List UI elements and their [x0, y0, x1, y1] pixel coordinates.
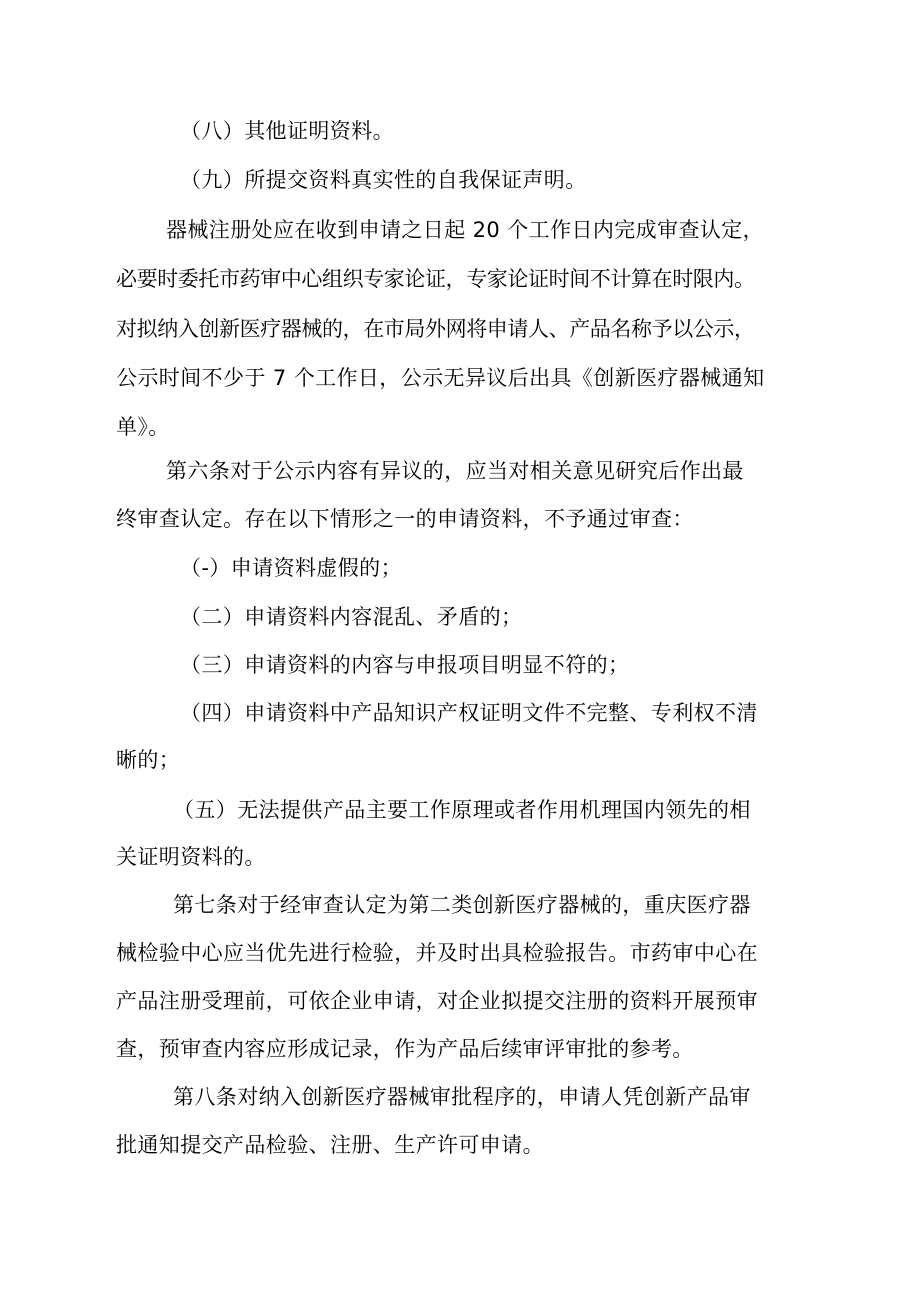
paragraph-line: 终审查认定。存在以下情形之一的申请资料，不予通过审查： [116, 507, 694, 531]
list-item-1: （-）申请资料虚假的； [180, 556, 402, 580]
list-item-2: （二）申请资料内容混乱、矛盾的； [180, 605, 523, 629]
list-item-8: （八）其他证明资料。 [180, 119, 394, 143]
paragraph-line: 批通知提交产品检验、注册、生产许可申请。 [116, 1133, 544, 1157]
list-item-4: （四）申请资料中产品知识产权证明文件不完整、专利权不清 [180, 701, 758, 725]
paragraph-line: 器械注册处应在收到申请之日起 20 个工作日内完成审查认定， [166, 218, 765, 242]
article-8-line: 第八条对纳入创新医疗器械审批程序的，申请人凭创新产品审 [173, 1085, 751, 1109]
paragraph-line: 晰的； [116, 748, 181, 772]
paragraph-line: 对拟纳入创新医疗器械的，在市局外网将申请人、产品名称予以公示， [116, 317, 755, 341]
list-item-9: （九）所提交资料真实性的自我保证声明。 [180, 168, 587, 192]
article-7-line: 第七条对于经审查认定为第二类创新医疗器械的，重庆医疗器 [173, 893, 751, 917]
paragraph-line: 产品注册受理前，可依企业申请，对企业拟提交注册的资料开展预审 [116, 989, 758, 1013]
list-item-3: （三）申请资料的内容与申报项目明显不符的； [180, 653, 630, 677]
paragraph-line: 公示时间不少于 7 个工作日，公示无异议后出具《创新医疗器械通知 [116, 366, 765, 390]
paragraph-line: 关证明资料的。 [116, 845, 266, 869]
paragraph-line: 必要时委托市药审中心组织专家论证，专家论证时间不计算在时限内。 [116, 267, 755, 291]
article-6-line: 第六条对于公示内容有异议的，应当对相关意见研究后作出最 [166, 459, 744, 483]
paragraph-line: 查，预审查内容应形成记录，作为产品后续审评审批的参考。 [116, 1037, 694, 1061]
paragraph-line: 械检验中心应当优先进行检验，并及时出具检验报告。市药审中心在 [116, 941, 758, 965]
list-item-5: （五）无法提供产品主要工作原理或者作用机理国内领先的相 [173, 798, 751, 822]
paragraph-line: 单》。 [116, 415, 170, 439]
